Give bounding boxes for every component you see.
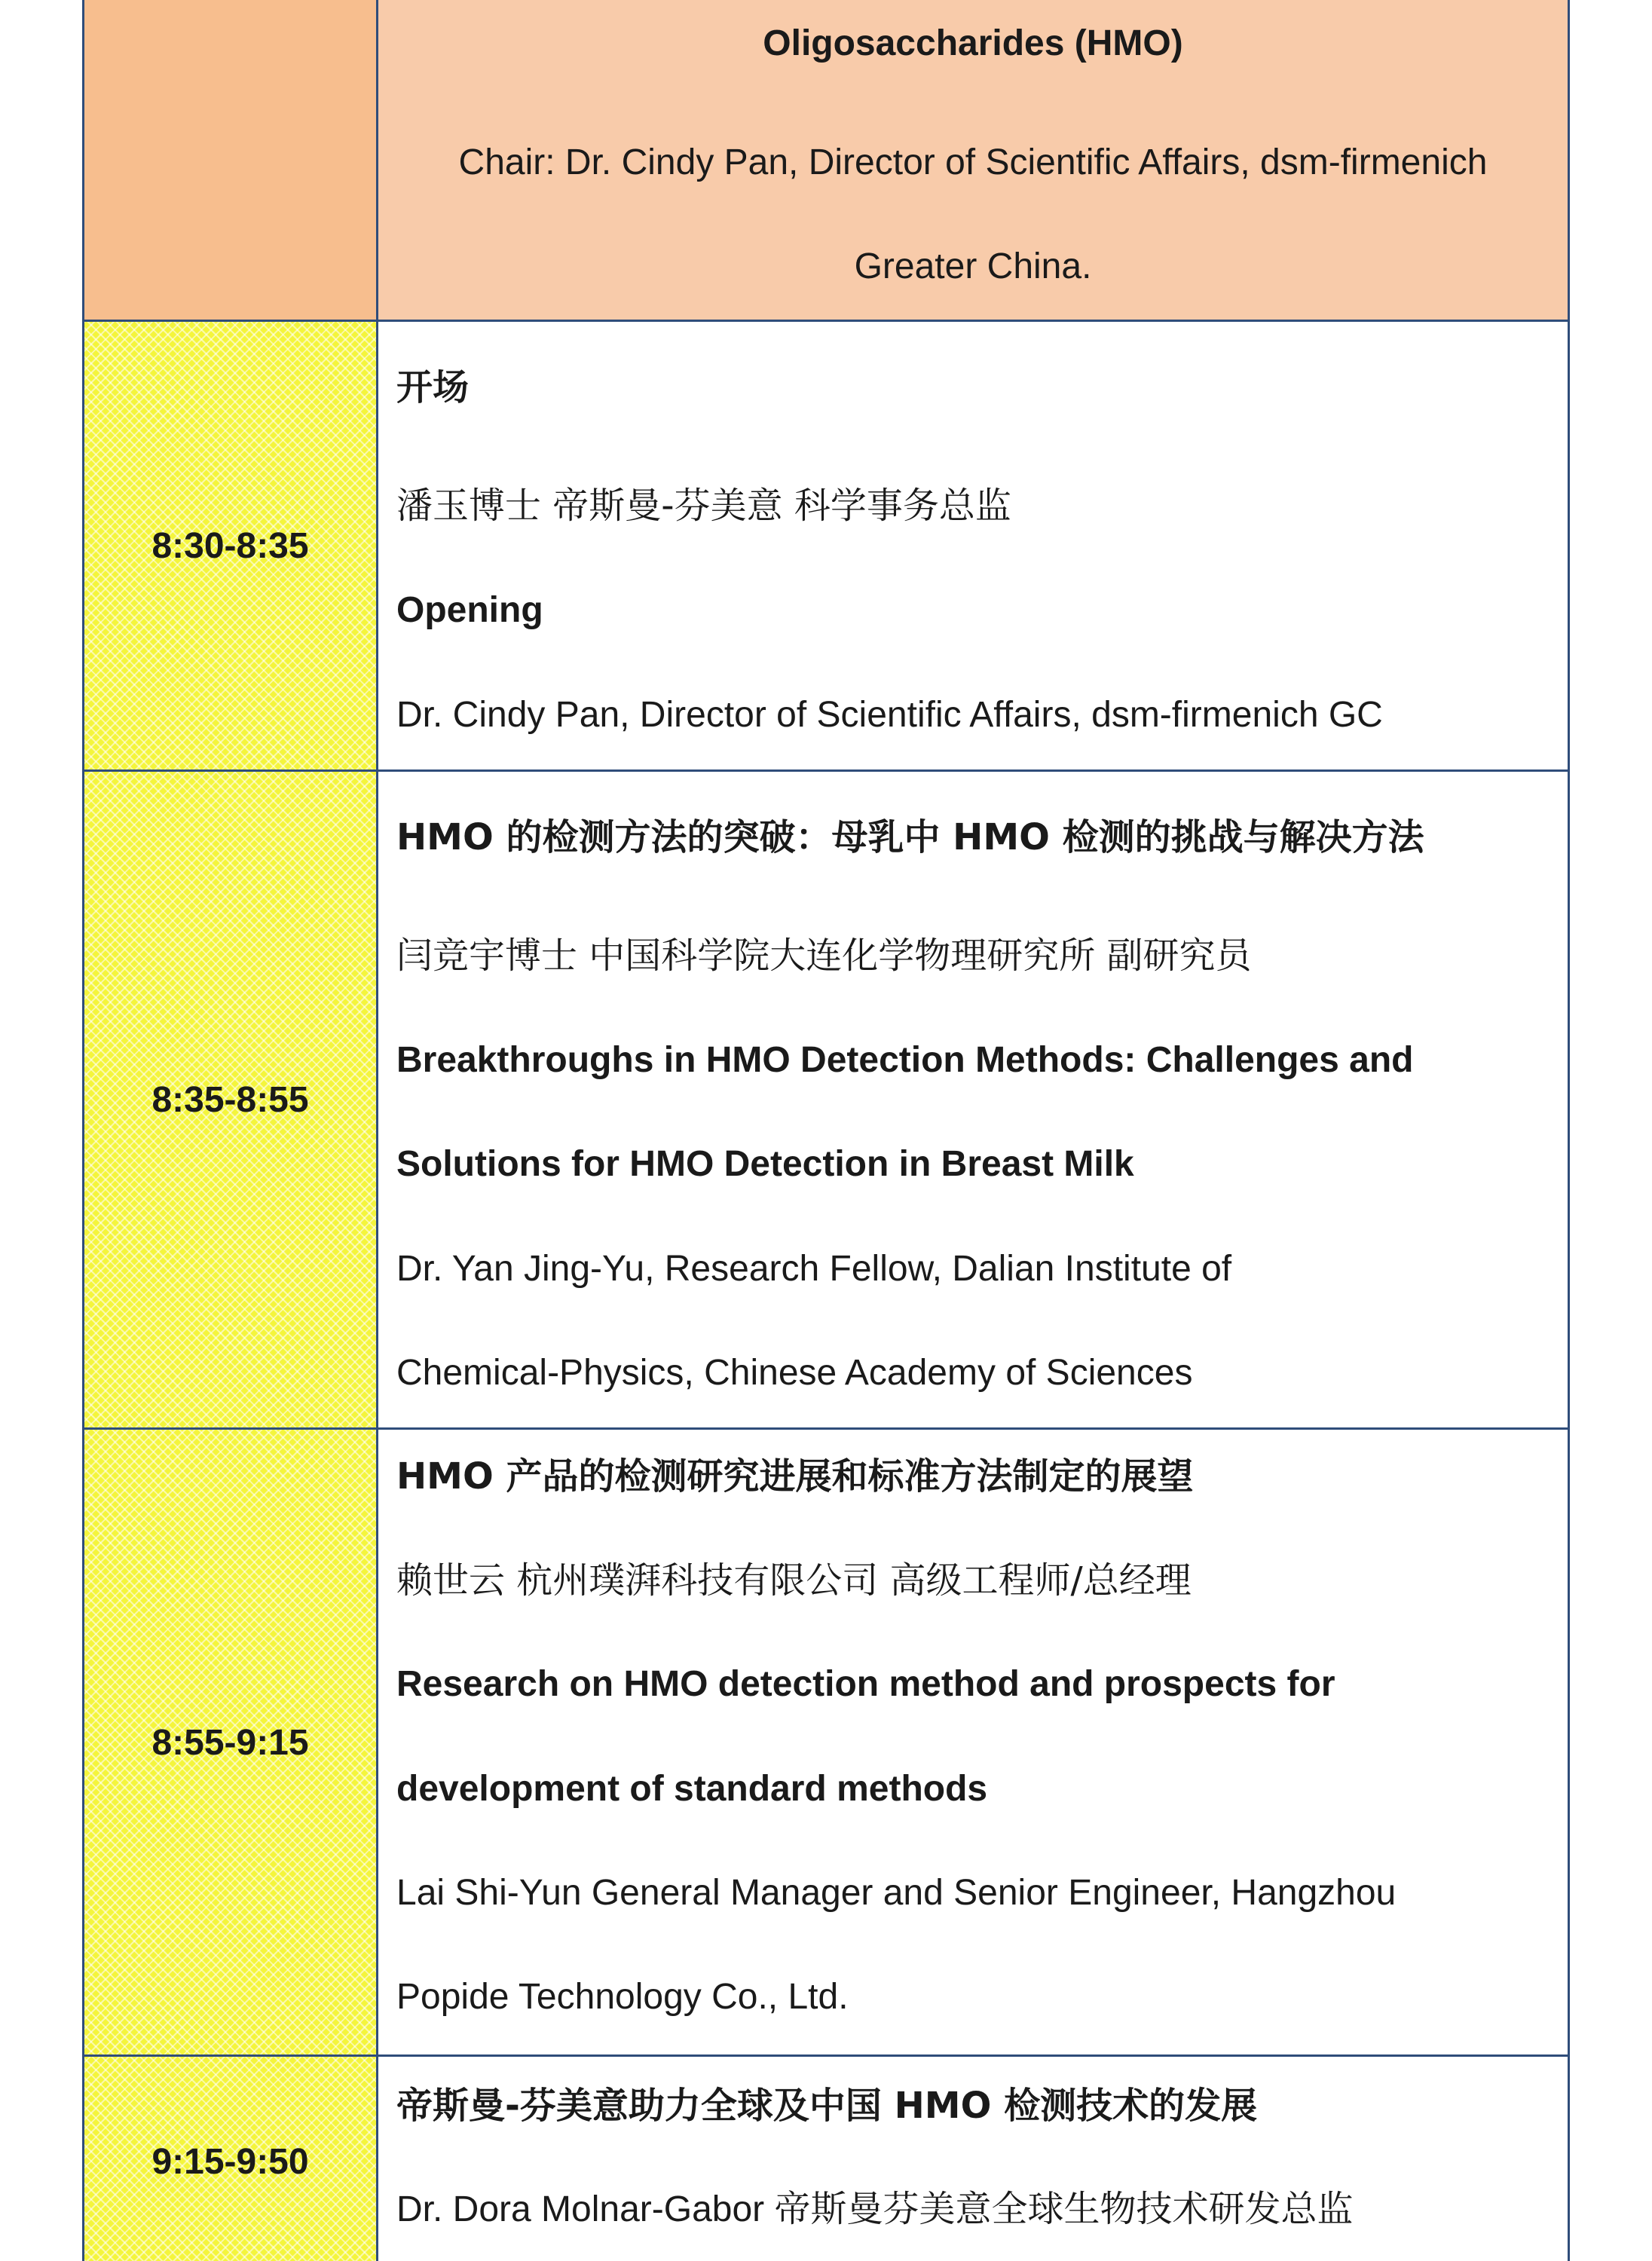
session-details (378, 322, 1568, 770)
session-title-en: Opening (396, 590, 543, 630)
session-row-4 (84, 2057, 1568, 2261)
speaker-en-line-2: Popide Technology Co., Ltd. (396, 1977, 849, 2017)
session-details (378, 2057, 1568, 2261)
session-title-en-line-1: Breakthroughs in HMO Detection Methods: Challenges and (396, 1040, 1414, 1080)
speaker-en-line-1: Dr. Yan Jing-Yu, Research Fellow, Dalian Institute of (396, 1249, 1232, 1289)
session-row-3 (84, 1430, 1568, 2055)
session-title-en-line-2: Solutions for HMO Detection in Breast Milk (396, 1144, 1134, 1184)
session-time: 8:55-9:15 (84, 1430, 378, 2055)
speaker-zh: 赖世云 杭州璞湃科技有限公司 高级工程师/总经理 (396, 1559, 1192, 1602)
session-title-zh: 帝斯曼-芬美意助力全球及中国 HMO 检测技术的发展 (396, 2085, 1258, 2127)
session-details (378, 772, 1568, 1428)
header-row (84, 0, 1568, 320)
speaker-en: Dr. Cindy Pan, Director of Scientific Affairs, dsm-firmenich GC (396, 695, 1383, 735)
session-time: 8:30-8:35 (84, 322, 378, 770)
session-details (378, 1430, 1568, 2055)
speaker-zh: 闫竞宇博士 中国科学院大连化学物理研究所 副研究员 (396, 935, 1252, 977)
session-title-zh: HMO 的检测方法的突破：母乳中 HMO 检测的挑战与解决方法 (396, 816, 1424, 858)
header-time-cell (84, 0, 378, 320)
chair-line-1: Chair: Dr. Cindy Pan, Director of Scientific Affairs, dsm-firmenich (458, 142, 1488, 182)
session-title-en-line-2: development of standard methods (396, 1769, 988, 1809)
session-row-2 (84, 772, 1568, 1428)
session-title-zh: 开场 (396, 366, 470, 408)
session-block-title: Oligosaccharides (HMO) (763, 23, 1183, 63)
speaker-en-line-1: Lai Shi-Yun General Manager and Senior Engineer, Hangzhou (396, 1873, 1397, 1913)
chair-line-2: Greater China. (854, 246, 1092, 286)
agenda-table (82, 0, 1570, 2261)
speaker-zh: 潘玉博士 帝斯曼-芬美意 科学事务总监 (396, 485, 1011, 527)
session-title-zh: HMO 产品的检测研究进展和标准方法制定的展望 (396, 1455, 1194, 1498)
session-row-1 (84, 322, 1568, 770)
speaker-mixed: Dr. Dora Molnar-Gabor 帝斯曼芬美意全球生物技术研发总监 (396, 2189, 1354, 2229)
speaker-en-line-2: Chemical-Physics, Chinese Academy of Sciences (396, 1353, 1193, 1393)
header-content-cell (378, 0, 1568, 320)
session-title-en-line-1: Research on HMO detection method and prospects for (396, 1664, 1335, 1704)
session-time: 8:35-8:55 (84, 772, 378, 1428)
session-time: 9:15-9:50 (84, 2057, 378, 2261)
